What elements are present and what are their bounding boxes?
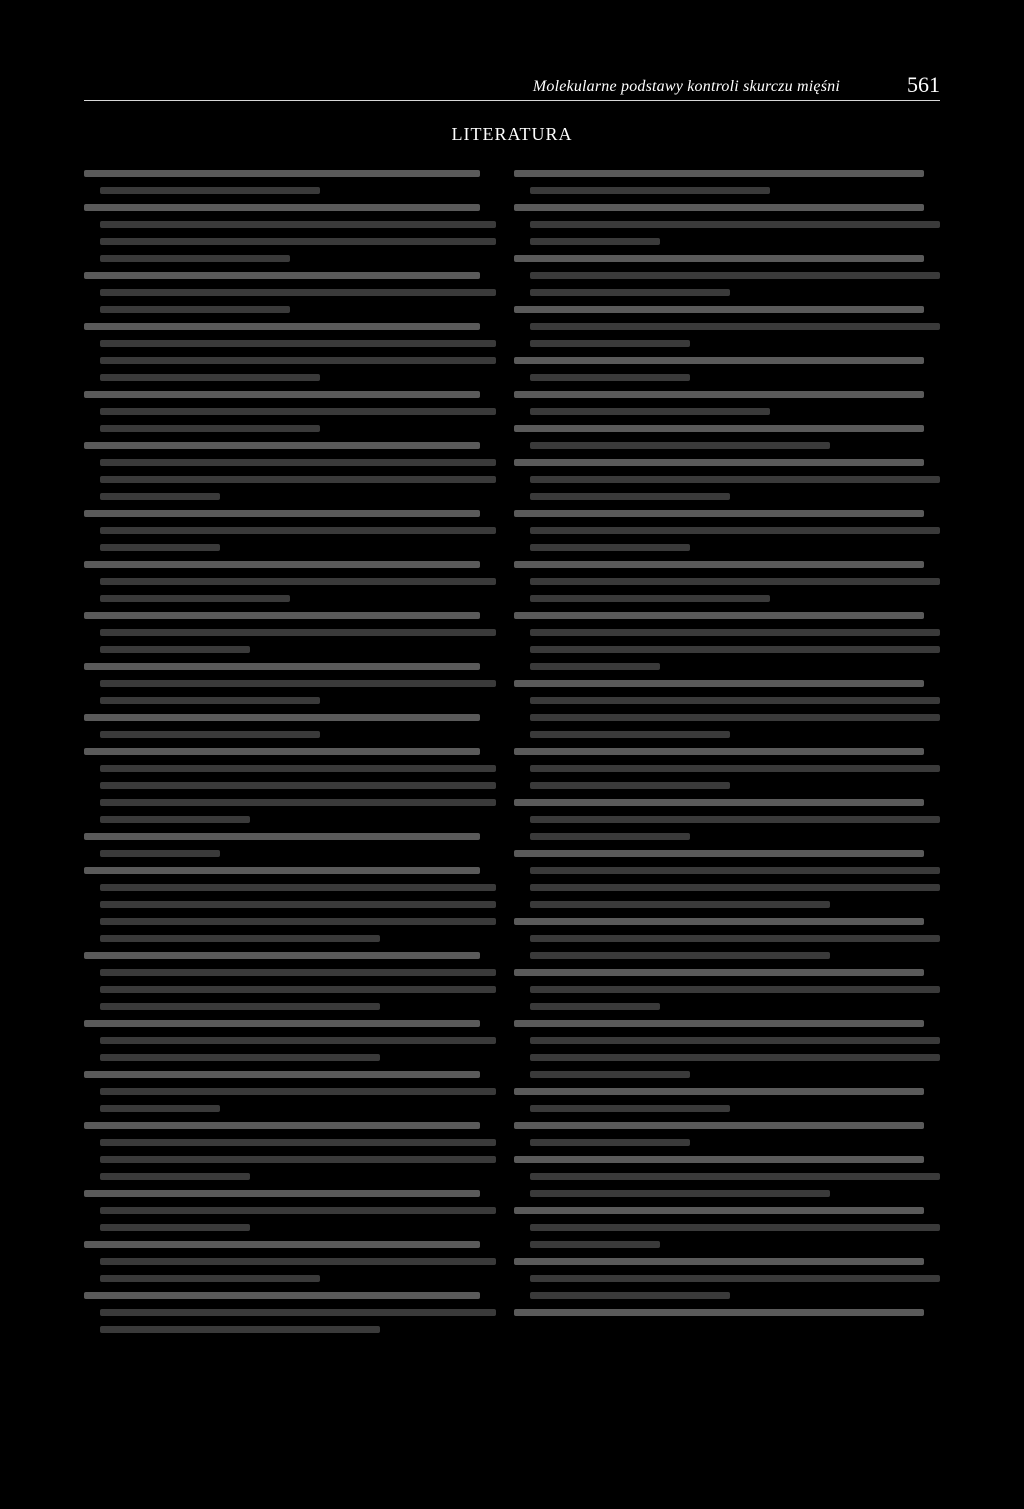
reference-continuation-line xyxy=(530,544,690,551)
reference-continuation-line xyxy=(100,1258,496,1265)
reference-continuation-line xyxy=(530,1275,940,1282)
reference-entry xyxy=(514,510,940,551)
reference-continuation-line xyxy=(100,697,320,704)
reference-entry xyxy=(84,442,494,500)
reference-first-line xyxy=(514,850,924,857)
reference-first-line xyxy=(84,204,480,211)
reference-continuation-line xyxy=(530,493,730,500)
reference-entry xyxy=(514,748,940,789)
reference-continuation-line xyxy=(530,476,940,483)
reference-entry xyxy=(84,612,494,653)
reference-first-line xyxy=(514,1122,924,1129)
reference-first-line xyxy=(514,1088,924,1095)
reference-continuation-line xyxy=(100,1037,496,1044)
reference-continuation-line xyxy=(100,816,250,823)
reference-entry xyxy=(84,323,494,381)
reference-first-line xyxy=(514,561,924,568)
reference-entry xyxy=(514,255,940,296)
reference-continuation-line xyxy=(530,765,940,772)
reference-first-line xyxy=(84,510,480,517)
reference-continuation-line xyxy=(100,527,496,534)
reference-entry xyxy=(84,663,494,704)
reference-continuation-line xyxy=(100,374,320,381)
reference-entry xyxy=(84,952,494,1010)
reference-continuation-line xyxy=(100,680,496,687)
reference-entry xyxy=(514,1156,940,1197)
reference-entry xyxy=(84,748,494,823)
reference-entry xyxy=(84,714,494,738)
reference-continuation-line xyxy=(100,918,496,925)
reference-continuation-line xyxy=(530,289,730,296)
reference-continuation-line xyxy=(530,374,690,381)
reference-continuation-line xyxy=(530,731,730,738)
reference-first-line xyxy=(514,357,924,364)
reference-continuation-line xyxy=(100,969,496,976)
reference-continuation-line xyxy=(100,578,496,585)
reference-continuation-line xyxy=(530,595,770,602)
reference-continuation-line xyxy=(530,697,940,704)
reference-continuation-line xyxy=(100,238,496,245)
reference-entry xyxy=(84,1071,494,1112)
reference-entry xyxy=(514,459,940,500)
reference-continuation-line xyxy=(530,782,730,789)
reference-continuation-line xyxy=(100,408,496,415)
reference-first-line xyxy=(84,714,480,721)
reference-continuation-line xyxy=(530,901,830,908)
reference-continuation-line xyxy=(100,1003,380,1010)
reference-entry xyxy=(84,1122,494,1180)
reference-first-line xyxy=(514,1156,924,1163)
reference-continuation-line xyxy=(530,578,940,585)
reference-continuation-line xyxy=(100,986,496,993)
reference-continuation-line xyxy=(530,867,940,874)
reference-first-line xyxy=(84,391,480,398)
reference-entry xyxy=(514,612,940,670)
reference-entry xyxy=(514,969,940,1010)
reference-first-line xyxy=(84,323,480,330)
reference-first-line xyxy=(514,1258,924,1265)
reference-entry xyxy=(514,799,940,840)
reference-entry xyxy=(84,1292,494,1333)
reference-continuation-line xyxy=(530,1139,690,1146)
reference-continuation-line xyxy=(100,1139,496,1146)
reference-continuation-line xyxy=(530,833,690,840)
reference-continuation-line xyxy=(100,357,496,364)
reference-continuation-line xyxy=(530,935,940,942)
reference-first-line xyxy=(514,204,924,211)
reference-continuation-line xyxy=(100,255,290,262)
page-number: 561 xyxy=(907,72,940,97)
reference-continuation-line xyxy=(100,1105,220,1112)
reference-first-line xyxy=(514,1020,924,1027)
reference-entry xyxy=(514,170,940,194)
reference-continuation-line xyxy=(100,1054,380,1061)
reference-first-line xyxy=(84,1020,480,1027)
reference-continuation-line xyxy=(530,323,940,330)
reference-first-line xyxy=(514,969,924,976)
reference-continuation-line xyxy=(100,1224,250,1231)
reference-continuation-line xyxy=(100,289,496,296)
reference-entry xyxy=(84,833,494,857)
reference-first-line xyxy=(84,952,480,959)
reference-continuation-line xyxy=(530,816,940,823)
reference-entry xyxy=(84,1190,494,1231)
reference-entry xyxy=(514,1020,940,1078)
reference-entry xyxy=(514,680,940,738)
reference-entry xyxy=(84,170,494,194)
reference-continuation-line xyxy=(530,952,830,959)
reference-first-line xyxy=(84,1241,480,1248)
reference-first-line xyxy=(514,510,924,517)
reference-continuation-line xyxy=(530,646,940,653)
reference-continuation-line xyxy=(100,901,496,908)
reference-continuation-line xyxy=(100,935,380,942)
reference-continuation-line xyxy=(530,1292,730,1299)
reference-continuation-line xyxy=(530,340,690,347)
reference-entry xyxy=(84,867,494,942)
reference-continuation-line xyxy=(530,527,940,534)
reference-continuation-line xyxy=(100,646,250,653)
section-heading: LITERATURA xyxy=(451,124,573,144)
reference-entry xyxy=(514,1207,940,1248)
reference-continuation-line xyxy=(530,221,940,228)
reference-continuation-line xyxy=(100,731,320,738)
reference-continuation-line xyxy=(100,459,496,466)
reference-entry xyxy=(514,1309,940,1316)
reference-entry xyxy=(84,391,494,432)
reference-continuation-line xyxy=(530,714,940,721)
reference-continuation-line xyxy=(530,986,940,993)
reference-first-line xyxy=(514,306,924,313)
reference-continuation-line xyxy=(530,1037,940,1044)
reference-continuation-line xyxy=(100,629,496,636)
reference-first-line xyxy=(514,1309,924,1316)
reference-continuation-line xyxy=(100,1309,496,1316)
reference-first-line xyxy=(84,561,480,568)
reference-continuation-line xyxy=(530,1241,660,1248)
reference-entry xyxy=(514,918,940,959)
reference-continuation-line xyxy=(100,476,496,483)
reference-continuation-line xyxy=(100,1326,380,1333)
reference-continuation-line xyxy=(100,1275,320,1282)
reference-first-line xyxy=(84,1292,480,1299)
reference-entry xyxy=(514,561,940,602)
reference-entry xyxy=(84,561,494,602)
reference-continuation-line xyxy=(530,663,660,670)
reference-entry xyxy=(84,204,494,262)
reference-continuation-line xyxy=(100,850,220,857)
reference-first-line xyxy=(84,1122,480,1129)
reference-continuation-line xyxy=(530,1003,660,1010)
reference-entry xyxy=(514,391,940,415)
reference-first-line xyxy=(84,272,480,279)
reference-first-line xyxy=(514,170,924,177)
reference-first-line xyxy=(84,1190,480,1197)
reference-entry xyxy=(84,510,494,551)
reference-first-line xyxy=(84,1071,480,1078)
reference-continuation-line xyxy=(530,1224,940,1231)
reference-continuation-line xyxy=(100,187,320,194)
reference-continuation-line xyxy=(100,1207,496,1214)
left-column xyxy=(84,170,494,1343)
reference-continuation-line xyxy=(530,408,770,415)
reference-continuation-line xyxy=(100,765,496,772)
reference-first-line xyxy=(514,680,924,687)
right-column xyxy=(514,170,940,1326)
reference-continuation-line xyxy=(100,799,496,806)
reference-first-line xyxy=(514,799,924,806)
reference-first-line xyxy=(514,1207,924,1214)
reference-continuation-line xyxy=(100,782,496,789)
reference-continuation-line xyxy=(100,425,320,432)
reference-first-line xyxy=(84,663,480,670)
reference-first-line xyxy=(514,612,924,619)
reference-first-line xyxy=(514,425,924,432)
reference-entry xyxy=(514,1258,940,1299)
reference-continuation-line xyxy=(100,493,220,500)
reference-first-line xyxy=(84,170,480,177)
running-head xyxy=(84,62,940,102)
reference-continuation-line xyxy=(530,238,660,245)
reference-continuation-line xyxy=(530,272,940,279)
reference-entry xyxy=(84,1020,494,1061)
reference-entry xyxy=(84,272,494,313)
reference-continuation-line xyxy=(530,1173,940,1180)
reference-continuation-line xyxy=(100,884,496,891)
reference-first-line xyxy=(514,391,924,398)
reference-continuation-line xyxy=(530,1054,940,1061)
reference-entry xyxy=(514,1088,940,1112)
reference-continuation-line xyxy=(530,1071,690,1078)
reference-continuation-line xyxy=(100,340,496,347)
reference-entry xyxy=(514,850,940,908)
header-rule xyxy=(84,100,940,101)
reference-continuation-line xyxy=(530,1105,730,1112)
reference-entry xyxy=(514,306,940,347)
reference-first-line xyxy=(514,748,924,755)
reference-continuation-line xyxy=(100,221,496,228)
reference-entry xyxy=(514,1122,940,1146)
reference-first-line xyxy=(84,748,480,755)
reference-first-line xyxy=(84,442,480,449)
reference-continuation-line xyxy=(530,1190,830,1197)
reference-first-line xyxy=(514,459,924,466)
reference-continuation-line xyxy=(100,1173,250,1180)
reference-first-line xyxy=(84,833,480,840)
reference-entry xyxy=(514,204,940,245)
reference-first-line xyxy=(514,918,924,925)
reference-continuation-line xyxy=(530,187,770,194)
reference-continuation-line xyxy=(530,442,830,449)
reference-first-line xyxy=(514,255,924,262)
reference-continuation-line xyxy=(530,629,940,636)
reference-continuation-line xyxy=(100,544,220,551)
reference-entry xyxy=(514,425,940,449)
reference-continuation-line xyxy=(530,884,940,891)
reference-first-line xyxy=(84,867,480,874)
reference-continuation-line xyxy=(100,1156,496,1163)
reference-continuation-line xyxy=(100,306,290,313)
reference-entry xyxy=(514,357,940,381)
reference-entry xyxy=(84,1241,494,1282)
reference-continuation-line xyxy=(100,595,290,602)
running-title: Molekularne podstawy kontroli skurczu mięśni xyxy=(532,78,840,95)
reference-continuation-line xyxy=(100,1088,496,1095)
reference-first-line xyxy=(84,612,480,619)
